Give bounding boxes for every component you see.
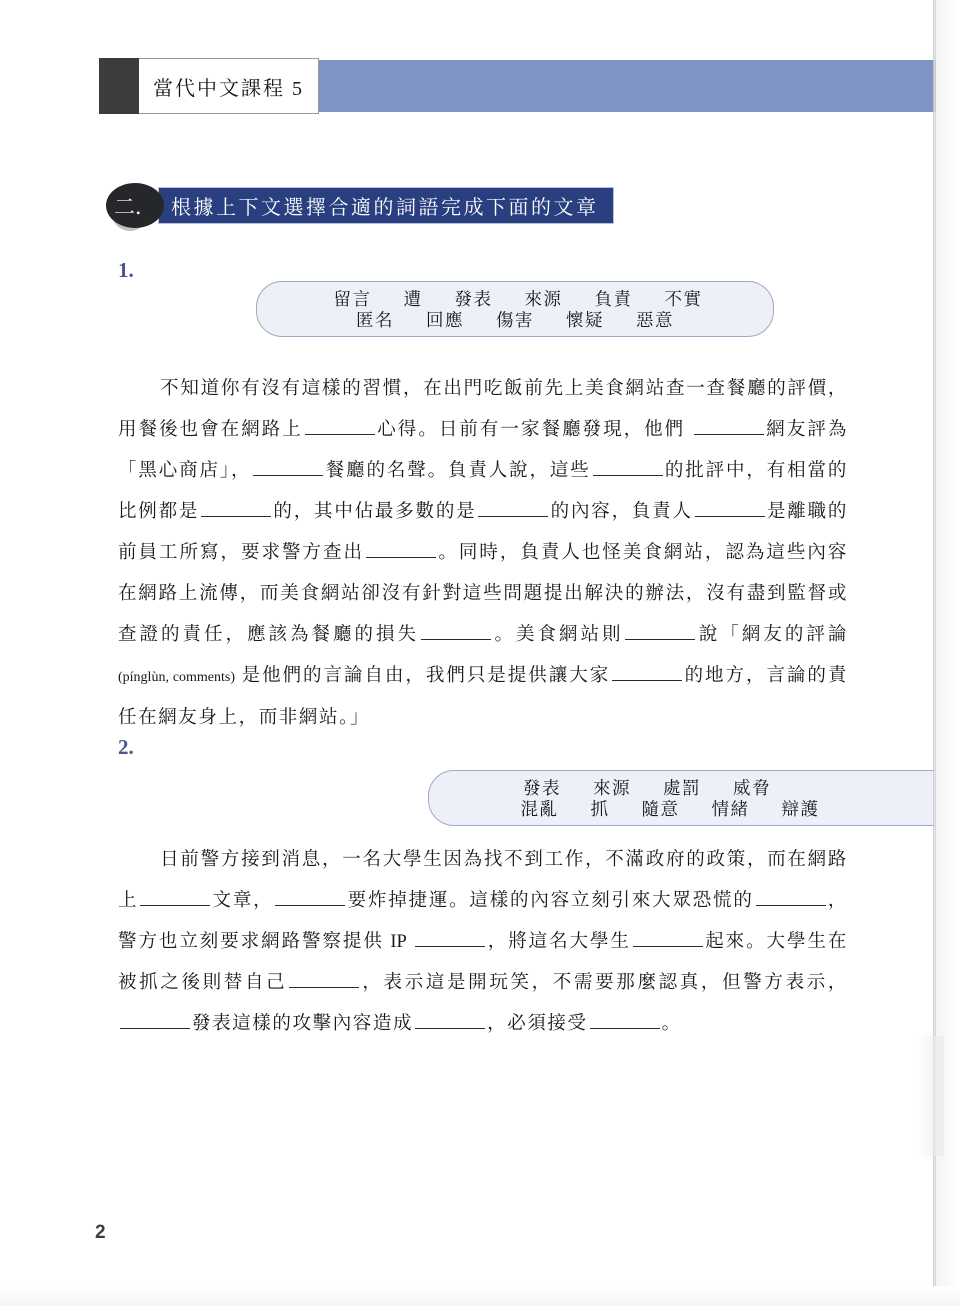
passage-text-run: ，必須接受 (487, 1014, 588, 1034)
word-bank-item: 抓 (590, 799, 610, 819)
fill-in-blank[interactable] (625, 639, 695, 640)
word-bank-2 (428, 770, 960, 826)
passage-text-run: 。美食網站則 (493, 625, 624, 645)
fill-in-blank[interactable] (140, 905, 210, 906)
word-bank-item: 匿名 (356, 310, 394, 330)
word-bank-1 (256, 281, 774, 337)
header-blue-bar (319, 60, 960, 112)
page-number: 2 (95, 1222, 106, 1243)
word-bank-item: 處罰 (663, 778, 701, 798)
fill-in-blank[interactable] (305, 434, 375, 435)
fill-in-blank[interactable] (756, 905, 826, 906)
passage-text-run (407, 932, 414, 952)
fill-in-blank[interactable] (612, 680, 682, 681)
page-bottom-shadow (0, 1286, 960, 1306)
word-bank-item: 情緒 (711, 799, 750, 819)
word-bank-item: 發表 (523, 778, 561, 798)
passage-text-run: 是他們的言論自由，我們只是提供讓大家 (235, 666, 611, 686)
passage-text-run: 的，其中佔最多數的是 (273, 502, 477, 522)
running-header (99, 58, 929, 114)
word-bank-item: 來源 (593, 778, 631, 798)
passage-text-run: 的地方，言論的責任在網友身上，而非網站。」 (118, 666, 848, 728)
passage-text-run: 要炸掉捷運。這樣的內容立刻引來大眾恐慌的 (347, 891, 754, 911)
passage-text-run: ，將這名大學生 (487, 932, 631, 952)
passage-text-run: 起來。大學生在被抓之後則替自己 (118, 932, 848, 993)
exercise-2-passage (118, 840, 848, 1045)
word-bank-item: 留言 (333, 289, 372, 309)
word-bank-item: 不實 (664, 289, 703, 309)
book-title: 當代中文課程 5 (153, 77, 304, 100)
header-title-box (139, 58, 319, 114)
fill-in-blank[interactable] (421, 639, 491, 640)
exercise-2-passage-text (118, 840, 848, 1045)
passage-text-run: 日前警方接到消息，一名大學生因為找不到工作，不滿政府的政策，而在網路上 (118, 850, 848, 911)
word-bank-item: 辯護 (781, 799, 820, 819)
exercise-number-1: 1. (118, 258, 134, 282)
fill-in-blank[interactable] (289, 987, 359, 988)
fill-in-blank[interactable] (120, 1028, 190, 1029)
passage-text-run: 說「網友的評論 (697, 625, 848, 645)
passage-text-run: 的批評中，有相當的比例都是 (118, 461, 848, 522)
passage-text-run: 是離職的前員工所寫，要求警方查出 (118, 502, 848, 563)
word-bank-item: 隨意 (641, 799, 680, 819)
word-bank-item: 惡意 (636, 310, 674, 330)
word-bank-item: 威脅 (733, 778, 771, 798)
fill-in-blank[interactable] (593, 475, 663, 476)
word-bank-item: 懷疑 (566, 310, 604, 330)
passage-text-run: 網友評為「黑心商店」， (118, 420, 849, 481)
word-bank-1-row-1 (275, 289, 755, 310)
word-bank-2-row-2 (447, 799, 951, 820)
word-bank-1-row-2 (275, 310, 755, 331)
passage-text-run: 。 (661, 1014, 682, 1034)
passage-text-run: ，表示這是開玩笑，不需要那麼認真，但警方表示， (361, 973, 848, 993)
word-bank-item: 混亂 (520, 799, 559, 819)
passage-text-run: 。同時，負責人也怪美食網站，認為這些內容在網路上流傳，而美食網站卻沒有針對這些問題提出解決的辦法，沒有盡到監督或查證的責任，應該為餐廳的損失 (118, 543, 848, 645)
word-bank-2-row-1 (447, 778, 951, 799)
passage-text-run: 心得。日前有一家餐廳發現，他們 (376, 420, 692, 440)
fill-in-blank[interactable] (633, 946, 703, 947)
exercise-1-passage-text (118, 369, 848, 739)
passage-text-run: 餐廳的名聲。負責人說，這些 (325, 461, 591, 481)
header-gray-block (99, 58, 139, 114)
fill-in-blank[interactable] (275, 905, 345, 906)
word-bank-item: 回應 (426, 310, 464, 330)
exercise-1-passage (118, 369, 848, 739)
fill-in-blank[interactable] (694, 434, 764, 435)
fill-in-blank[interactable] (415, 946, 485, 947)
fill-in-blank[interactable] (253, 475, 323, 476)
passage-text-run: ，警方也立刻要求網路警察提供 (118, 891, 848, 952)
latin-term: IP (390, 932, 407, 952)
word-bank-item: 遭 (403, 289, 423, 309)
word-bank-item: 來源 (524, 289, 563, 309)
pinyin-gloss: (pínglùn, comments) (118, 670, 236, 685)
word-bank-item: 傷害 (496, 310, 534, 330)
section-number-badge: 二． (106, 183, 164, 228)
fill-in-blank[interactable] (590, 1028, 660, 1029)
word-bank-item: 負責 (594, 289, 633, 309)
fill-in-blank[interactable] (201, 516, 271, 517)
fill-in-blank[interactable] (415, 1028, 485, 1029)
section-heading (106, 183, 706, 229)
exercise-number-2: 2. (118, 735, 134, 759)
fill-in-blank[interactable] (478, 516, 548, 517)
passage-text-run: 不知道你有沒有這樣的習慣，在出門吃飯前先上美食網站查一查餐廳的評價，用餐後也會在網路上 (118, 379, 848, 440)
word-bank-item: 發表 (454, 289, 493, 309)
section-title: 根據上下文選擇合適的詞語完成下面的文章 (171, 197, 599, 219)
section-title-bar (158, 187, 614, 224)
passage-text-run: 文章， (212, 891, 274, 911)
fill-in-blank[interactable] (695, 516, 765, 517)
passage-text-run: 發表這樣的攻擊內容造成 (192, 1014, 414, 1034)
fill-in-blank[interactable] (366, 557, 436, 558)
passage-text-run: 的內容，負責人 (550, 502, 693, 522)
page-corner-shadow (918, 1036, 944, 1156)
